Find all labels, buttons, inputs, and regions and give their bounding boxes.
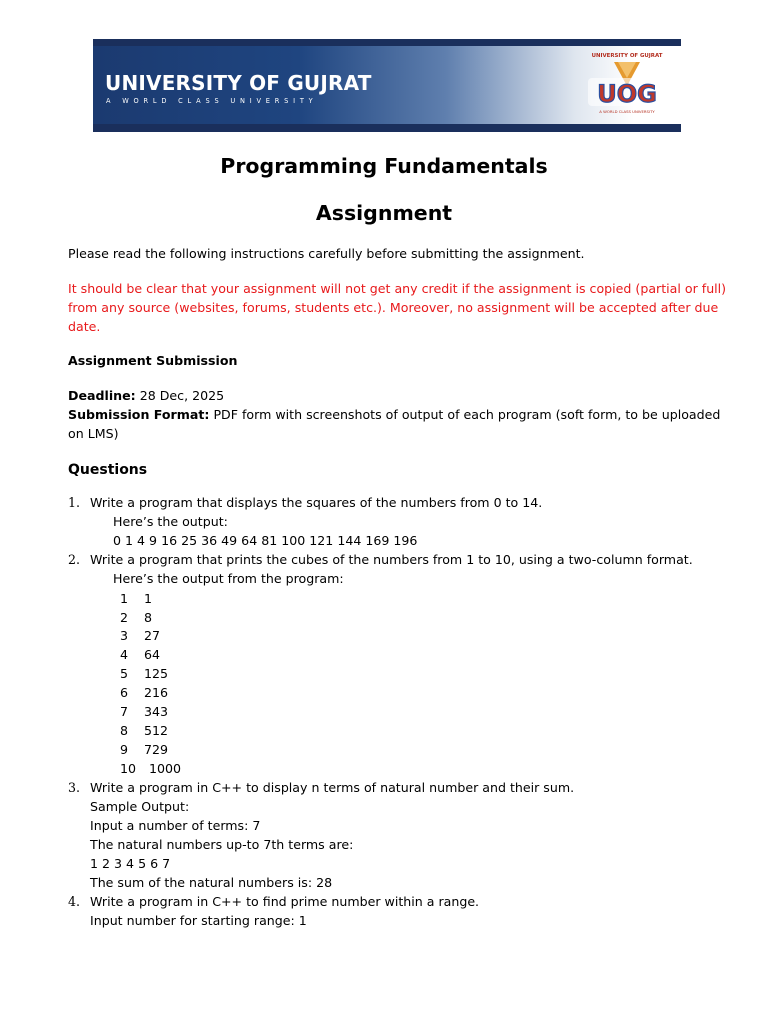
warning-line-3: date. bbox=[68, 319, 101, 334]
banner-top-band bbox=[93, 39, 681, 46]
question-number: 1. bbox=[68, 495, 81, 510]
cube-n: 8 bbox=[120, 723, 129, 738]
university-banner bbox=[93, 39, 681, 132]
question-output-line: Input a number of terms: 7 bbox=[90, 818, 261, 833]
cube-value: 343 bbox=[144, 704, 169, 719]
cube-n: 4 bbox=[120, 647, 129, 662]
document-subtitle: Assignment bbox=[315, 201, 453, 225]
cube-value: 1 bbox=[144, 591, 153, 606]
question-output-line: 1 2 3 4 5 6 7 bbox=[90, 856, 171, 871]
question-text: Write a program in C++ to find prime number within a range. bbox=[90, 894, 480, 909]
question-output-line: Here’s the output: bbox=[113, 514, 228, 529]
uog-logo bbox=[580, 53, 674, 117]
document-title: Programming Fundamentals bbox=[220, 154, 548, 178]
warning-line-1: It should be clear that your assignment will not get any credit if the assignment is copied (partial or full) bbox=[68, 281, 727, 296]
deadline-value: 28 Dec, 2025 bbox=[135, 388, 225, 403]
format-line bbox=[68, 406, 721, 425]
university-tagline: A WORLD CLASS UNIVERSITY bbox=[106, 97, 318, 105]
question-output-line: Input number for starting range: 1 bbox=[90, 913, 307, 928]
cube-n: 9 bbox=[120, 742, 129, 757]
cube-value: 8 bbox=[144, 610, 153, 625]
cube-n: 1 bbox=[120, 591, 129, 606]
cube-value: 27 bbox=[144, 628, 161, 643]
warning-line-2: from any source (websites, forums, students etc.). Moreover, no assignment will be accepted after due bbox=[68, 300, 719, 315]
cube-n: 6 bbox=[120, 685, 129, 700]
question-text: Write a program that displays the squares of the numbers from 0 to 14. bbox=[90, 495, 543, 510]
logo-text-top: UNIVERSITY OF GUJRAT bbox=[591, 53, 663, 59]
cube-n: 2 bbox=[120, 610, 129, 625]
uog-emblem-icon bbox=[584, 60, 670, 108]
questions-heading: Questions bbox=[68, 462, 148, 478]
question-text: Write a program that prints the cubes of the numbers from 1 to 10, using a two-column format. bbox=[90, 552, 693, 567]
cube-value: 216 bbox=[144, 685, 169, 700]
banner-bottom-band bbox=[93, 124, 681, 132]
question-output-line: The sum of the natural numbers is: 28 bbox=[90, 875, 333, 890]
question-number: 4. bbox=[68, 894, 81, 909]
cube-value: 729 bbox=[144, 742, 169, 757]
logo-text-bottom: A WORLD CLASS UNIVERSITY bbox=[599, 109, 655, 114]
cube-n: 5 bbox=[120, 666, 129, 681]
cube-n: 7 bbox=[120, 704, 129, 719]
format-label: Submission Format: bbox=[68, 407, 210, 422]
instructions-text: Please read the following instructions carefully before submitting the assignment. bbox=[68, 246, 585, 261]
question-output-line: Here’s the output from the program: bbox=[113, 571, 344, 586]
cube-value: 512 bbox=[144, 723, 169, 738]
cube-n: 10 bbox=[120, 761, 137, 776]
question-number: 2. bbox=[68, 552, 81, 567]
deadline-line bbox=[68, 387, 708, 406]
cube-n: 3 bbox=[120, 628, 129, 643]
question-output-line: 0 1 4 9 16 25 36 49 64 81 100 121 144 169 196 bbox=[113, 533, 418, 548]
question-output-line: Sample Output: bbox=[90, 799, 190, 814]
logo-letters: UOG bbox=[597, 80, 657, 108]
cube-value: 1000 bbox=[149, 761, 182, 776]
question-text: Write a program in C++ to display n terms of natural number and their sum. bbox=[90, 780, 575, 795]
question-number: 3. bbox=[68, 780, 81, 795]
format-line-2: on LMS) bbox=[68, 426, 119, 441]
deadline-label: Deadline: bbox=[68, 388, 136, 403]
cube-value: 125 bbox=[144, 666, 169, 681]
cube-value: 64 bbox=[144, 647, 161, 662]
university-name: UNIVERSITY OF GUJRAT bbox=[105, 71, 372, 95]
question-output-line: The natural numbers up-to 7th terms are: bbox=[90, 837, 354, 852]
submission-heading: Assignment Submission bbox=[68, 353, 238, 368]
format-value: PDF form with screenshots of output of each program (soft form, to be uploaded bbox=[209, 407, 721, 422]
